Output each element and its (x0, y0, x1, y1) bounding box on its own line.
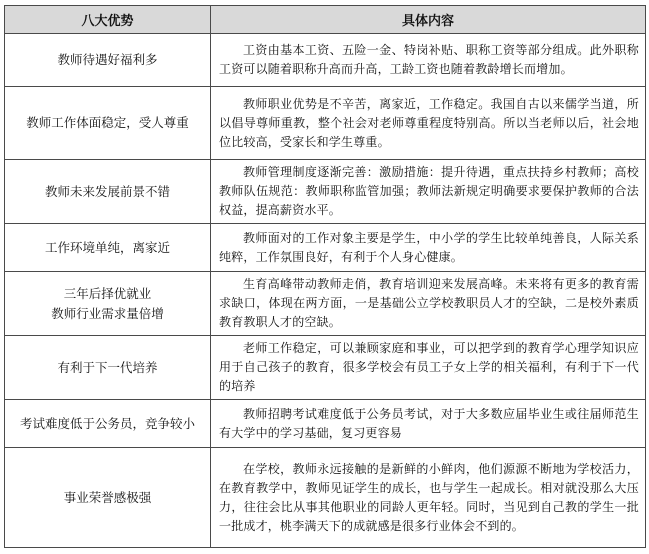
table-row (5, 448, 646, 548)
advantage-cell: 教师工作体面稳定，受人尊重 (5, 87, 211, 160)
table-row (5, 224, 646, 272)
advantage-cell: 教师未来发展前景不错 (5, 160, 211, 224)
content-cell: 教师管理制度逐渐完善：激励措施：提升待遇，重点扶持乡村教师；高校教师队伍规范：教师职称监管加强；教师法新规定明确要求要保护教师的合法权益，提高薪资水平。 (211, 160, 646, 224)
advantage-cell (5, 272, 211, 336)
header-details: 具体内容 (211, 6, 646, 34)
table-row (5, 272, 646, 336)
content-cell: 生育高峰带动教师走俏，教育培训迎来发展高峰。未来将有更多的教育需求缺口，体现在两方面，一是基础公立学校教职员人才的空缺，二是校外素质教育教职人才的空缺。 (211, 272, 646, 336)
advantages-table (4, 5, 646, 548)
advantage-cell: 事业荣誉感极强 (5, 448, 211, 548)
table-row (5, 336, 646, 400)
table-row (5, 160, 646, 224)
content-cell: 教师面对的工作对象主要是学生，中小学的学生比较单纯善良，人际关系纯粹，工作氛围良好，有利于个人身心健康。 (211, 224, 646, 272)
content-cell: 工资由基本工资、五险一金、特岗补贴、职称工资等部分组成。此外职称工资可以随着职称升高而升高，工龄工资也随着教龄增长而增加。 (211, 34, 646, 87)
table-row (5, 87, 646, 160)
advantage-cell: 教师待遇好福利多 (5, 34, 211, 87)
advantage-cell: 有利于下一代培养 (5, 336, 211, 400)
advantage-line: 三年后择优就业 (63, 285, 152, 301)
table-row (5, 400, 646, 448)
advantage-cell: 考试难度低于公务员，竞争较小 (5, 400, 211, 448)
advantage-line: 教师行业需求量倍增 (51, 305, 164, 321)
table-row (5, 34, 646, 87)
content-cell: 教师职业优势是不辛苦，离家近，工作稳定。我国自古以来儒学当道，所以倡导尊师重教，整个社会对老师尊重程度特别高。所以当老师以后，社会地位比较高，受家长和学生尊重。 (211, 87, 646, 160)
header-advantages: 八大优势 (5, 6, 211, 34)
advantage-cell: 工作环境单纯，离家近 (5, 224, 211, 272)
content-cell: 在学校，教师永远接触的是新鲜的小鲜肉，他们源源不断地为学校活力，在教育教学中，教师见证学生的成长，也与学生一起成长。相对就没那么大压力，往往会比从事其他职业的同龄人更年轻。同时，当见到自己教的学生一批一批成才，桃李满天下的成就感是很多行业体会不到的。 (211, 448, 646, 548)
content-cell: 教师招聘考试难度低于公务员考试，对于大多数应届毕业生或往届师范生有大学中的学习基础，复习更容易 (211, 400, 646, 448)
table-header-row (5, 6, 646, 34)
content-cell: 老师工作稳定，可以兼顾家庭和事业，可以把学到的教育学心理学知识应用于自己孩子的教育，很多学校会有员工子女上学的相关福利，有利于下一代的培养 (211, 336, 646, 400)
